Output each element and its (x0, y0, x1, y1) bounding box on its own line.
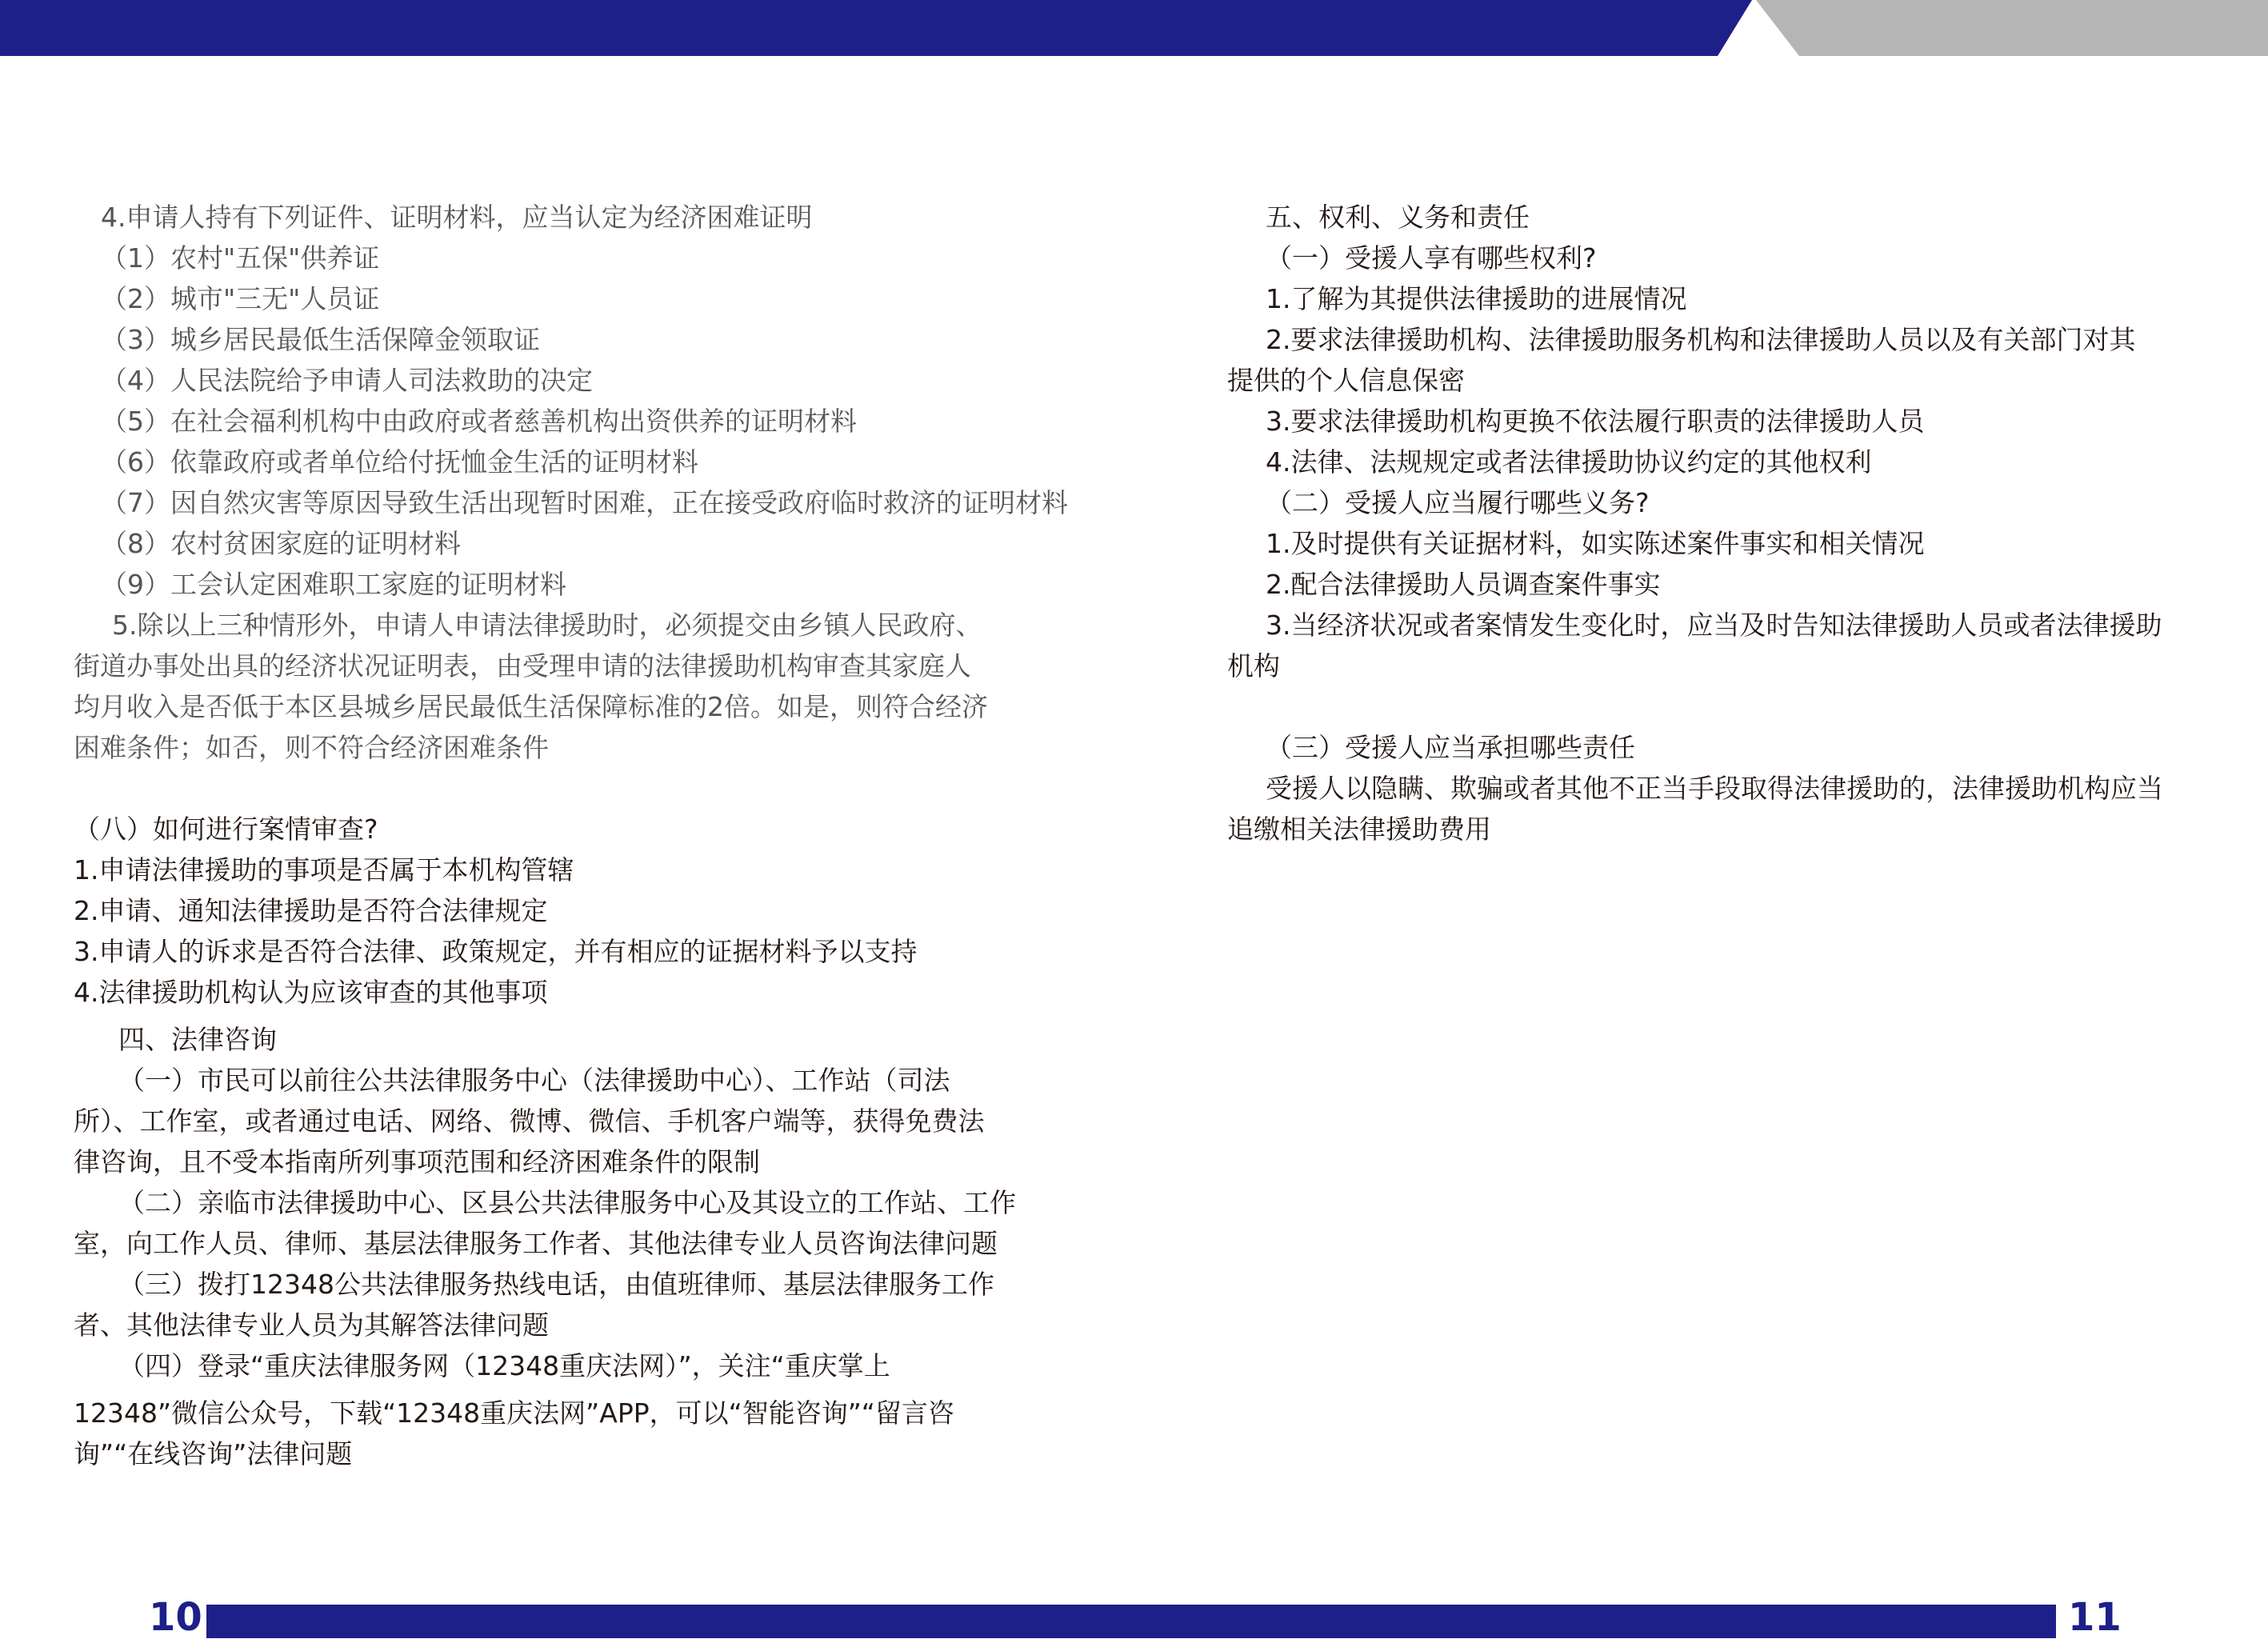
list-item: 2.要求法律援助机构、法律援助服务机构和法律援助人员以及有关部门对其 (1266, 324, 2136, 355)
paragraph-line: 所）、工作室，或者通过电话、网络、微博、微信、手机客户端等，获得免费法 (74, 1105, 985, 1137)
list-item: 1.申请法律援助的事项是否属于本机构管辖 (74, 854, 574, 885)
list-item: （7）因自然灾害等原因导致生活出现暂时困难，正在接受政府临时救济的证明材料 (101, 487, 1068, 518)
list-item: 2.配合法律援助人员调查案件事实 (1266, 569, 1661, 600)
header-band (0, 0, 2268, 58)
paragraph-line: 者、其他法律专业人员为其解答法律问题 (74, 1309, 549, 1341)
list-item-continued: 机构 (1227, 650, 1280, 682)
list-item: （3）城乡居民最低生活保障金领取证 (101, 324, 540, 355)
header-blue-bar (0, 0, 1752, 56)
left-column (74, 197, 1098, 1474)
paragraph-line: 律咨询，且不受本指南所列事项范围和经济困难条件的限制 (74, 1146, 760, 1177)
list-item: 2.申请、通知法律援助是否符合法律规定 (74, 895, 548, 926)
paragraph-line: 困难条件；如否，则不符合经济困难条件 (74, 732, 549, 763)
list-item: 3.当经济状况或者案情发生变化时，应当及时告知法律援助人员或者法律援助 (1266, 610, 2162, 641)
paragraph-line: 受援人以隐瞒、欺骗或者其他不正当手段取得法律援助的，法律援助机构应当 (1266, 773, 2163, 804)
paragraph-line: 12348”微信公众号，下载“12348重庆法网”APP，可以“智能咨询”“留言咨 (74, 1397, 954, 1429)
section-8 (74, 809, 1098, 1013)
page-number-right: 11 (2068, 1595, 2122, 1640)
paragraph-line: （二）亲临市法律援助中心、区县公共法律服务中心及其设立的工作站、工作 (118, 1187, 1016, 1218)
list-item: 1.及时提供有关证据材料，如实陈述案件事实和相关情况 (1266, 528, 1925, 559)
section-heading: （八）如何进行案情审查? (74, 814, 378, 845)
list-item: （2）城市"三无"人员证 (101, 283, 380, 314)
right-column (1227, 197, 2171, 849)
subsection-heading: （三）受援人应当承担哪些责任 (1266, 732, 1635, 763)
section-title: 五、权利、义务和责任 (1266, 202, 1530, 233)
paragraph-line: （三）拨打12348公共法律服务热线电话，由值班律师、基层法律服务工作 (118, 1269, 994, 1300)
certificate-list (74, 197, 1098, 605)
list-item: 4.法律、法规规定或者法律援助协议约定的其他权利 (1266, 446, 1872, 478)
paragraph-line: 追缴相关法律援助费用 (1227, 814, 1491, 845)
section-4 (74, 1019, 1098, 1474)
header-gray-bar (1756, 0, 2268, 56)
list-item: （4）人民法院给予申请人司法救助的决定 (101, 365, 593, 396)
list-item: （5）在社会福利机构中由政府或者慈善机构出资供养的证明材料 (101, 406, 857, 437)
list-item: （1）农村"五保"供养证 (101, 242, 380, 274)
header-band-shape (0, 0, 2268, 58)
footer-bar (206, 1605, 2056, 1638)
paragraph-line: 室，向工作人员、律师、基层法律服务工作者、其他法律专业人员咨询法律问题 (74, 1228, 998, 1259)
list-item: 3.要求法律援助机构更换不依法履行职责的法律援助人员 (1266, 406, 1925, 437)
list-item: （9）工会认定困难职工家庭的证明材料 (101, 569, 566, 600)
subsection-heading: （一）受援人享有哪些权利? (1266, 242, 1597, 274)
paragraph-line: （四）登录“重庆法律服务网（12348重庆法网）”，关注“重庆掌上 (118, 1350, 890, 1381)
page-number-left: 10 (149, 1595, 202, 1640)
list-item: （8）农村贫困家庭的证明材料 (101, 528, 461, 559)
section-title: 四、法律咨询 (118, 1024, 277, 1055)
paragraph-line: 5.除以上三种情形外，申请人申请法律援助时，必须提交由乡镇人民政府、 (112, 610, 982, 641)
paragraph-line: 街道办事处出具的经济状况证明表，由受理申请的法律援助机构审查其家庭人 (74, 650, 971, 682)
paragraph-line: 询”“在线咨询”法律问题 (74, 1438, 353, 1469)
subsection-heading: （二）受援人应当履行哪些义务? (1266, 487, 1650, 518)
paragraph-5 (74, 605, 1098, 768)
list-heading: 4.申请人持有下列证件、证明材料，应当认定为经济困难证明 (101, 202, 813, 233)
list-item: 1.了解为其提供法律援助的进展情况 (1266, 283, 1687, 314)
list-item: （6）依靠政府或者单位给付抚恤金生活的证明材料 (101, 446, 698, 478)
list-item: 4.法律援助机构认为应该审查的其他事项 (74, 977, 548, 1008)
paragraph-line: 均月收入是否低于本区县城乡居民最低生活保障标准的2倍。如是，则符合经济 (74, 691, 988, 722)
list-item: 3.申请人的诉求是否符合法律、政策规定，并有相应的证据材料予以支持 (74, 936, 918, 967)
section-5 (1227, 197, 2171, 686)
paragraph-line: （一）市民可以前往公共法律服务中心（法律援助中心）、工作站（司法 (118, 1065, 950, 1096)
list-item-continued: 提供的个人信息保密 (1227, 365, 1465, 396)
section-responsibilities (1227, 727, 2171, 849)
